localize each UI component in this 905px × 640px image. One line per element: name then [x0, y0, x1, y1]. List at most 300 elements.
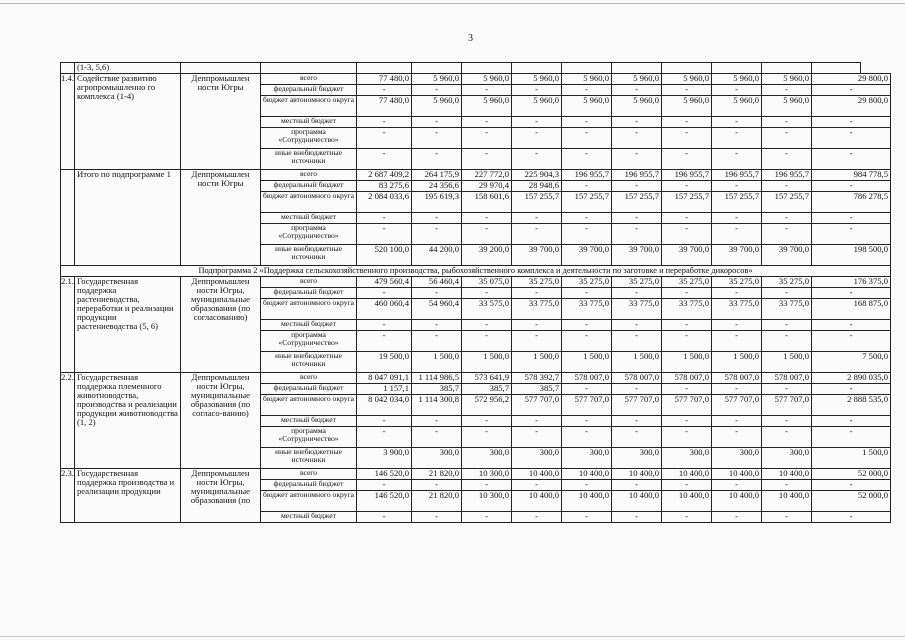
- item-executor: Деппромышлен ности Югры: [181, 170, 261, 266]
- item-number: 2.1.: [61, 277, 75, 373]
- amount-cell: -: [662, 117, 712, 128]
- funding-source: всего: [261, 170, 357, 181]
- amount-cell: 10 400,0: [512, 469, 562, 480]
- amount-cell: -: [512, 213, 562, 224]
- amount-cell: -: [712, 512, 762, 523]
- amount-cell: 5 960,0: [712, 74, 762, 85]
- amount-cell: 44 200,0: [412, 245, 462, 266]
- amount-cell: -: [662, 85, 712, 96]
- amount-cell: 578 007,0: [562, 373, 612, 384]
- amount-cell: -: [762, 288, 812, 299]
- amount-cell: -: [562, 331, 612, 352]
- amount-cell: -: [562, 427, 612, 448]
- amount-cell: -: [412, 85, 462, 96]
- amount-cell: -: [562, 512, 612, 523]
- amount-cell: 196 955,7: [762, 170, 812, 181]
- item-number: [61, 170, 75, 266]
- table-cell: [562, 63, 612, 74]
- amount-cell: 264 175,9: [412, 170, 462, 181]
- amount-cell: 198 500,0: [812, 245, 891, 266]
- amount-cell: -: [812, 384, 891, 395]
- amount-cell: 300,0: [512, 448, 562, 469]
- amount-cell: -: [762, 416, 812, 427]
- funding-source: бюджет автономного округа: [261, 299, 357, 320]
- amount-cell: 479 560,4: [357, 277, 412, 288]
- amount-cell: -: [662, 427, 712, 448]
- amount-cell: -: [562, 384, 612, 395]
- amount-cell: 1 500,0: [412, 352, 462, 373]
- amount-cell: 158 601,6: [462, 192, 512, 213]
- amount-cell: -: [512, 480, 562, 491]
- amount-cell: 385,7: [462, 384, 512, 395]
- amount-cell: 5 960,0: [462, 96, 512, 117]
- funding-source: всего: [261, 74, 357, 85]
- amount-cell: 168 875,0: [812, 299, 891, 320]
- amount-cell: 3 900,0: [357, 448, 412, 469]
- amount-cell: 300,0: [712, 448, 762, 469]
- amount-cell: 578 007,0: [612, 373, 662, 384]
- item-executor: Деппромышлен ности Югры, муниципальные образования (по согласо-ванию): [181, 373, 261, 469]
- table-cell: [61, 63, 75, 74]
- amount-cell: 176 375,0: [812, 277, 891, 288]
- amount-cell: 8 042 034,0: [357, 395, 412, 416]
- amount-cell: -: [357, 320, 412, 331]
- amount-cell: 5 960,0: [462, 74, 512, 85]
- table-cell: [662, 63, 712, 74]
- amount-cell: -: [412, 213, 462, 224]
- funding-source: всего: [261, 469, 357, 480]
- amount-cell: -: [462, 320, 512, 331]
- amount-cell: 2 084 033,6: [357, 192, 412, 213]
- amount-cell: 39 700,0: [612, 245, 662, 266]
- scan-edge-top: [0, 3, 905, 4]
- table-cell: [181, 63, 261, 74]
- amount-cell: -: [412, 288, 462, 299]
- table-row: [61, 170, 891, 181]
- amount-cell: -: [612, 181, 662, 192]
- amount-cell: -: [662, 416, 712, 427]
- amount-cell: 157 255,7: [562, 192, 612, 213]
- amount-cell: 1 157,1: [357, 384, 412, 395]
- amount-cell: -: [512, 288, 562, 299]
- amount-cell: -: [512, 416, 562, 427]
- amount-cell: 577 707,0: [762, 395, 812, 416]
- subprogram-row: [61, 266, 891, 277]
- amount-cell: -: [712, 128, 762, 149]
- amount-cell: 227 772,0: [462, 170, 512, 181]
- amount-cell: -: [812, 320, 891, 331]
- amount-cell: 33 775,0: [762, 299, 812, 320]
- amount-cell: 577 707,0: [662, 395, 712, 416]
- amount-cell: 5 960,0: [412, 96, 462, 117]
- amount-cell: -: [357, 416, 412, 427]
- amount-cell: 984 778,5: [812, 170, 891, 181]
- funding-source: программа «Сотрудничество»: [261, 128, 357, 149]
- amount-cell: -: [712, 117, 762, 128]
- amount-cell: 52 000,0: [812, 469, 891, 480]
- amount-cell: 5 960,0: [612, 74, 662, 85]
- amount-cell: -: [462, 427, 512, 448]
- subprogram-title: Подпрограмма 2 «Поддержка сельскохозяйственного производства, рыбохозяйственного комплекса и деятельности по заготовке и переработке дикоросов»: [61, 266, 891, 277]
- funding-source: бюджет автономного округа: [261, 96, 357, 117]
- amount-cell: -: [812, 416, 891, 427]
- funding-source: федеральный бюджет: [261, 85, 357, 96]
- table-cell: [812, 63, 861, 74]
- funding-source: федеральный бюджет: [261, 288, 357, 299]
- amount-cell: -: [512, 117, 562, 128]
- amount-cell: 39 200,0: [462, 245, 512, 266]
- amount-cell: 10 400,0: [612, 491, 662, 512]
- item-executor: Деппромышлен ности Югры, муниципальные образования (по: [181, 469, 261, 523]
- amount-cell: -: [812, 480, 891, 491]
- funding-source: местный бюджет: [261, 213, 357, 224]
- amount-cell: 573 641,9: [462, 373, 512, 384]
- amount-cell: 5 960,0: [612, 96, 662, 117]
- amount-cell: 1 500,0: [562, 352, 612, 373]
- budget-table: [60, 62, 891, 523]
- table-cell: [357, 63, 412, 74]
- amount-cell: 195 619,3: [412, 192, 462, 213]
- item-name: Итого по подпрограмме 1: [75, 170, 181, 266]
- amount-cell: 196 955,7: [562, 170, 612, 181]
- table-cell: [762, 63, 812, 74]
- amount-cell: 10 300,0: [462, 491, 512, 512]
- amount-cell: -: [462, 480, 512, 491]
- page-number: 3: [468, 33, 473, 44]
- amount-cell: -: [662, 480, 712, 491]
- amount-cell: -: [612, 213, 662, 224]
- funding-source: всего: [261, 277, 357, 288]
- amount-cell: -: [357, 149, 412, 170]
- amount-cell: -: [612, 331, 662, 352]
- amount-cell: 196 955,7: [612, 170, 662, 181]
- amount-cell: -: [712, 288, 762, 299]
- amount-cell: 52 000,0: [812, 491, 891, 512]
- funding-source: федеральный бюджет: [261, 384, 357, 395]
- amount-cell: 10 400,0: [712, 491, 762, 512]
- item-executor: Деппромышлен ности Югры, муниципальные образования (по согласованию): [181, 277, 261, 373]
- item-name: Содействие развитию агропромышленно го комплекса (1-4): [75, 74, 181, 170]
- amount-cell: -: [562, 224, 612, 245]
- funding-source: программа «Сотрудничество»: [261, 427, 357, 448]
- amount-cell: -: [412, 480, 462, 491]
- funding-source: бюджет автономного округа: [261, 491, 357, 512]
- funding-source: всего: [261, 373, 357, 384]
- amount-cell: -: [812, 288, 891, 299]
- amount-cell: 39 700,0: [562, 245, 612, 266]
- amount-cell: 1 114 986,5: [412, 373, 462, 384]
- amount-cell: 5 960,0: [562, 96, 612, 117]
- amount-cell: -: [812, 181, 891, 192]
- table-cell: [462, 63, 512, 74]
- amount-cell: 2 888 535,0: [812, 395, 891, 416]
- amount-cell: 21 820,0: [412, 469, 462, 480]
- amount-cell: 5 960,0: [762, 74, 812, 85]
- amount-cell: -: [762, 85, 812, 96]
- amount-cell: 157 255,7: [762, 192, 812, 213]
- amount-cell: -: [612, 85, 662, 96]
- funding-source: бюджет автономного округа: [261, 192, 357, 213]
- amount-cell: -: [812, 331, 891, 352]
- amount-cell: -: [712, 480, 762, 491]
- amount-cell: -: [762, 384, 812, 395]
- funding-source: местный бюджет: [261, 320, 357, 331]
- amount-cell: 10 400,0: [662, 469, 712, 480]
- amount-cell: 35 275,0: [662, 277, 712, 288]
- amount-cell: 1 500,0: [662, 352, 712, 373]
- table-row: [61, 74, 891, 85]
- table-cell: [712, 63, 762, 74]
- amount-cell: 520 100,0: [357, 245, 412, 266]
- amount-cell: -: [712, 224, 762, 245]
- table-cell: [261, 63, 357, 74]
- funding-source: федеральный бюджет: [261, 181, 357, 192]
- amount-cell: 83 275,6: [357, 181, 412, 192]
- amount-cell: -: [762, 213, 812, 224]
- amount-cell: 578 392,7: [512, 373, 562, 384]
- table-cell: [412, 63, 462, 74]
- amount-cell: 385,7: [512, 384, 562, 395]
- amount-cell: 5 960,0: [562, 74, 612, 85]
- amount-cell: 19 500,0: [357, 352, 412, 373]
- amount-cell: 33 775,0: [562, 299, 612, 320]
- funding-source: программа «Сотрудничество»: [261, 331, 357, 352]
- table-row: [61, 373, 891, 384]
- funding-source: местный бюджет: [261, 512, 357, 523]
- funding-source: иные внебюджетные источники: [261, 245, 357, 266]
- amount-cell: -: [612, 117, 662, 128]
- amount-cell: -: [562, 128, 612, 149]
- amount-cell: 10 400,0: [512, 491, 562, 512]
- amount-cell: 7 500,0: [812, 352, 891, 373]
- amount-cell: -: [762, 149, 812, 170]
- amount-cell: -: [762, 427, 812, 448]
- amount-cell: 10 400,0: [562, 469, 612, 480]
- amount-cell: -: [462, 149, 512, 170]
- amount-cell: -: [762, 128, 812, 149]
- carry-over-text: (1-3, 5,6): [75, 63, 181, 74]
- amount-cell: 10 400,0: [662, 491, 712, 512]
- amount-cell: -: [357, 117, 412, 128]
- amount-cell: -: [762, 320, 812, 331]
- amount-cell: -: [812, 512, 891, 523]
- amount-cell: -: [357, 427, 412, 448]
- amount-cell: -: [562, 85, 612, 96]
- table-row: [61, 277, 891, 288]
- amount-cell: -: [712, 384, 762, 395]
- table-row: [61, 469, 891, 480]
- table-cell: [612, 63, 662, 74]
- amount-cell: -: [812, 128, 891, 149]
- amount-cell: 10 400,0: [762, 469, 812, 480]
- amount-cell: 146 520,0: [357, 491, 412, 512]
- amount-cell: 35 275,0: [512, 277, 562, 288]
- amount-cell: -: [662, 181, 712, 192]
- amount-cell: -: [462, 117, 512, 128]
- amount-cell: 786 278,5: [812, 192, 891, 213]
- amount-cell: 5 960,0: [662, 74, 712, 85]
- amount-cell: -: [662, 149, 712, 170]
- item-number: 2.2.: [61, 373, 75, 469]
- amount-cell: -: [612, 149, 662, 170]
- amount-cell: -: [662, 384, 712, 395]
- amount-cell: 157 255,7: [512, 192, 562, 213]
- amount-cell: -: [812, 117, 891, 128]
- amount-cell: -: [412, 128, 462, 149]
- amount-cell: 21 820,0: [412, 491, 462, 512]
- amount-cell: 10 400,0: [612, 469, 662, 480]
- amount-cell: 577 707,0: [712, 395, 762, 416]
- amount-cell: 10 400,0: [562, 491, 612, 512]
- table-cell: [512, 63, 562, 74]
- item-number: 2.3.: [61, 469, 75, 523]
- amount-cell: 196 955,7: [662, 170, 712, 181]
- amount-cell: -: [612, 320, 662, 331]
- amount-cell: 300,0: [462, 448, 512, 469]
- amount-cell: -: [412, 149, 462, 170]
- amount-cell: -: [357, 331, 412, 352]
- amount-cell: -: [762, 512, 812, 523]
- amount-cell: 33 775,0: [712, 299, 762, 320]
- amount-cell: 33 775,0: [512, 299, 562, 320]
- budget-table-body: [61, 63, 891, 523]
- amount-cell: -: [662, 288, 712, 299]
- amount-cell: 300,0: [662, 448, 712, 469]
- amount-cell: -: [612, 427, 662, 448]
- amount-cell: 300,0: [412, 448, 462, 469]
- amount-cell: 24 356,6: [412, 181, 462, 192]
- amount-cell: -: [812, 149, 891, 170]
- amount-cell: 54 960,4: [412, 299, 462, 320]
- amount-cell: 29 970,4: [462, 181, 512, 192]
- amount-cell: 1 500,0: [812, 448, 891, 469]
- amount-cell: -: [612, 224, 662, 245]
- amount-cell: 35 075,0: [462, 277, 512, 288]
- amount-cell: 385,7: [412, 384, 462, 395]
- amount-cell: -: [812, 427, 891, 448]
- amount-cell: 2 890 035,0: [812, 373, 891, 384]
- amount-cell: -: [462, 416, 512, 427]
- amount-cell: 5 960,0: [762, 96, 812, 117]
- amount-cell: 10 400,0: [762, 491, 812, 512]
- amount-cell: -: [562, 117, 612, 128]
- amount-cell: -: [662, 224, 712, 245]
- amount-cell: -: [462, 213, 512, 224]
- amount-cell: -: [562, 320, 612, 331]
- amount-cell: -: [357, 213, 412, 224]
- amount-cell: 10 400,0: [712, 469, 762, 480]
- amount-cell: -: [612, 384, 662, 395]
- amount-cell: 577 707,0: [512, 395, 562, 416]
- amount-cell: 35 275,0: [712, 277, 762, 288]
- amount-cell: -: [562, 416, 612, 427]
- amount-cell: -: [357, 224, 412, 245]
- amount-cell: 77 480,0: [357, 74, 412, 85]
- amount-cell: -: [512, 149, 562, 170]
- amount-cell: -: [762, 181, 812, 192]
- amount-cell: 1 500,0: [712, 352, 762, 373]
- amount-cell: -: [712, 320, 762, 331]
- amount-cell: 29 800,0: [812, 74, 891, 85]
- amount-cell: 578 007,0: [712, 373, 762, 384]
- funding-source: программа «Сотрудничество»: [261, 224, 357, 245]
- funding-source: иные внебюджетные источники: [261, 149, 357, 170]
- amount-cell: 577 707,0: [612, 395, 662, 416]
- amount-cell: -: [612, 512, 662, 523]
- amount-cell: -: [512, 85, 562, 96]
- amount-cell: 157 255,7: [612, 192, 662, 213]
- amount-cell: 572 956,2: [462, 395, 512, 416]
- amount-cell: -: [662, 213, 712, 224]
- amount-cell: -: [712, 181, 762, 192]
- amount-cell: -: [512, 320, 562, 331]
- amount-cell: -: [812, 213, 891, 224]
- amount-cell: 39 700,0: [762, 245, 812, 266]
- amount-cell: 5 960,0: [412, 74, 462, 85]
- amount-cell: 35 275,0: [612, 277, 662, 288]
- amount-cell: 577 707,0: [562, 395, 612, 416]
- amount-cell: -: [462, 331, 512, 352]
- funding-source: бюджет автономного округа: [261, 395, 357, 416]
- amount-cell: -: [412, 331, 462, 352]
- amount-cell: -: [462, 224, 512, 245]
- amount-cell: 460 060,4: [357, 299, 412, 320]
- item-name: Государственная поддержка племенного животноводства, производства и реализации продукции животноводства (1, 2): [75, 373, 181, 469]
- item-number: 1.4.: [61, 74, 75, 170]
- amount-cell: -: [662, 512, 712, 523]
- amount-cell: -: [412, 224, 462, 245]
- amount-cell: -: [612, 480, 662, 491]
- amount-cell: -: [412, 512, 462, 523]
- amount-cell: -: [357, 288, 412, 299]
- amount-cell: -: [812, 85, 891, 96]
- amount-cell: -: [712, 213, 762, 224]
- amount-cell: -: [712, 85, 762, 96]
- amount-cell: -: [357, 512, 412, 523]
- amount-cell: -: [462, 288, 512, 299]
- amount-cell: -: [612, 288, 662, 299]
- amount-cell: -: [512, 128, 562, 149]
- amount-cell: 28 948,6: [512, 181, 562, 192]
- amount-cell: 33 775,0: [662, 299, 712, 320]
- amount-cell: -: [512, 427, 562, 448]
- amount-cell: 2 687 409,2: [357, 170, 412, 181]
- amount-cell: 5 960,0: [512, 74, 562, 85]
- amount-cell: 1 500,0: [462, 352, 512, 373]
- amount-cell: -: [562, 181, 612, 192]
- amount-cell: 33 575,0: [462, 299, 512, 320]
- amount-cell: -: [562, 213, 612, 224]
- amount-cell: -: [357, 128, 412, 149]
- amount-cell: 8 047 091,1: [357, 373, 412, 384]
- amount-cell: 300,0: [612, 448, 662, 469]
- amount-cell: -: [462, 128, 512, 149]
- item-executor: Деппромышлен ности Югры: [181, 74, 261, 170]
- amount-cell: -: [762, 117, 812, 128]
- amount-cell: -: [712, 416, 762, 427]
- amount-cell: -: [462, 85, 512, 96]
- amount-cell: 157 255,7: [712, 192, 762, 213]
- amount-cell: 35 275,0: [762, 277, 812, 288]
- amount-cell: -: [412, 320, 462, 331]
- amount-cell: -: [512, 512, 562, 523]
- amount-cell: -: [412, 117, 462, 128]
- amount-cell: 1 114 300,8: [412, 395, 462, 416]
- amount-cell: -: [712, 427, 762, 448]
- funding-source: иные внебюджетные источники: [261, 352, 357, 373]
- amount-cell: -: [562, 288, 612, 299]
- amount-cell: 39 700,0: [662, 245, 712, 266]
